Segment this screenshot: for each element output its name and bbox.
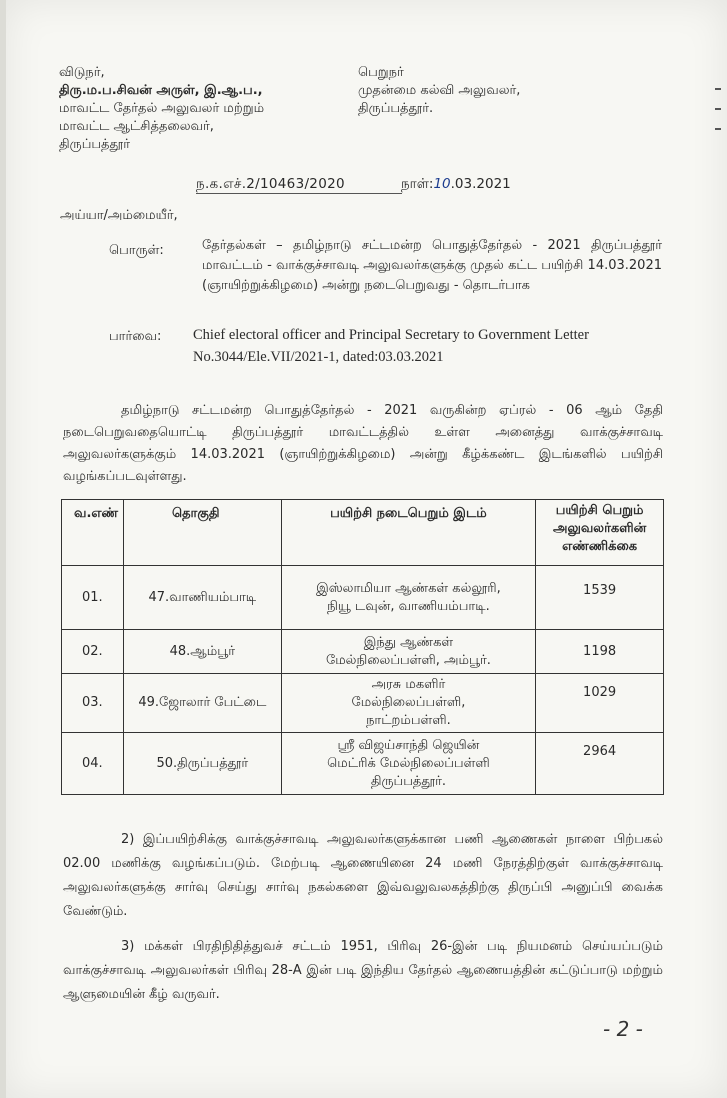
cell-count: 2964 xyxy=(536,733,664,795)
reference-underline xyxy=(196,193,402,194)
cell-count: 1198 xyxy=(536,630,664,674)
cell-venue: இந்து ஆண்கள் மேல்நிலைப்பள்ளி, அம்பூர். xyxy=(281,630,536,674)
sender-label: விடுநர், xyxy=(59,65,105,80)
cell-venue: ஸ்ரீ விஜய்சாந்தி ஜெயின் மெட்ரிக் மேல்நிலைப்பள்ளி திருப்பத்தூர். xyxy=(281,733,536,795)
sender-name: திரு.ம.ப.சிவன் அருள், இ.ஆ.ப., xyxy=(59,83,263,98)
header-venue: பயிற்சி நடைபெறும் இடம் xyxy=(281,500,536,566)
letter-page xyxy=(6,0,727,1098)
training-venue-table xyxy=(61,499,664,795)
date-handwritten-day: 10 xyxy=(433,176,451,192)
table-row xyxy=(62,733,664,795)
cell-count: 1029 xyxy=(536,674,664,733)
salutation: அய்யா/அம்மையீர், xyxy=(60,208,178,223)
paragraph-2: 2) இப்பயிற்சிக்கு வாக்குச்சாவடி அலுவலர்களுக்கான பணி ஆணைகள் நாளை பிற்பகல் 02.00 மணிக்கு வழங்கப்படும். மேற்படி ஆணையினை 24 மணி நேரத்திற்குள் வாக்குச்சாவடி அலுவலர்களுக்கு சார்வு செய்து சார்வு நகல்களை இவ்வலுவலகத்திற்கு திருப்பி அனுப்பி வைக்க வேண்டும். xyxy=(63,832,663,919)
cell-constituency: 48.ஆம்பூர் xyxy=(123,630,281,674)
paragraph-3: 3) மக்கள் பிரதிநிதித்துவச் சட்டம் 1951, பிரிவு 26-இன் படி நியமனம் செய்யப்படும் வாக்குச்சாவடி அலுவலர்கள் பிரிவு 28-A இன் படி இந்திய தேர்தல் ஆணையத்தின் கட்டுப்பாடு மற்றும் ஆளுமையின் கீழ் வருவர். xyxy=(63,939,663,1002)
cell-constituency: 50.திருப்பத்தூர் xyxy=(123,733,281,795)
header-constituency: தொகுதி xyxy=(123,500,281,566)
sender-place: திருப்பத்தூர் xyxy=(59,137,131,152)
cell-constituency: 47.வாணியம்பாடி xyxy=(123,566,281,630)
reference-number: ந.க.எச்.2/10463/2020 xyxy=(196,176,345,192)
paragraph-1: தமிழ்நாடு சட்டமன்ற பொதுத்தேர்தல் - 2021 வருகின்ற ஏப்ரல் - 06 ஆம் தேதி நடைபெறுவதையொட்டி திருப்பத்தூர் மாவட்டத்தில் உள்ள அனைத்து வாக்குச்சாவடி அலுவலர்களுக்கும் 14.03.2021 (ஞாயிற்றுக்கிழமை) அன்று கீழ்க்கண்ட இடங்களில் பயிற்சி வழங்கப்படவுள்ளது. xyxy=(63,403,663,484)
header-serial-no: வ.எண் xyxy=(62,500,124,566)
page-number: - 2 - xyxy=(603,1017,643,1041)
cell-count: 1539 xyxy=(536,566,664,630)
date-rest: .03.2021 xyxy=(450,176,511,192)
cell-venue: இஸ்லாமியா ஆண்கள் கல்லூரி, நியூ டவுன், வாணியம்பாடி. xyxy=(281,566,536,630)
cell-serial: 04. xyxy=(62,733,124,795)
table-header-row xyxy=(62,500,664,566)
subject-text: தேர்தல்கள் – தமிழ்நாடு சட்டமன்ற பொதுத்தேர்தல் - 2021 திருப்பத்தூர் மாவட்டம் - வாக்குச்சாவடி அலுவலர்களுக்கு முதல் கட்ட பயிற்சி 14.03.2021 (ஞாயிற்றுக்கிழமை) அன்று நடைபெறுவது - தொடர்பாக xyxy=(202,238,662,293)
header-officer-count: பயிற்சி பெறும் அலுவலர்களின் எண்ணிக்கை xyxy=(536,500,664,566)
table-row xyxy=(62,566,664,630)
recipient-label: பெறுநர் xyxy=(358,65,404,80)
cell-venue: அரசு மகளிர் மேல்நிலைப்பள்ளி, நாட்றம்பள்ளி. xyxy=(281,674,536,733)
sender-designation-1: மாவட்ட தேர்தல் அலுவலர் மற்றும் xyxy=(59,101,265,116)
margin-tick-mark xyxy=(715,128,721,130)
recipient-place: திருப்பத்தூர். xyxy=(358,101,434,116)
table-row xyxy=(62,630,664,674)
date-label: நாள்: xyxy=(401,176,434,192)
cell-serial: 01. xyxy=(62,566,124,630)
reference-text: Chief electoral officer and Principal Secretary to Government Letter No.3044/Ele.VII/2021-1, dated:03.03.2021 xyxy=(193,327,589,365)
cell-constituency: 49.ஜோலார் பேட்டை xyxy=(123,674,281,733)
margin-tick-mark xyxy=(715,108,721,110)
reference-label: பார்வை: xyxy=(109,329,162,344)
recipient-block xyxy=(358,64,520,118)
subject-label: பொருள்: xyxy=(109,243,164,258)
sender-designation-2: மாவட்ட ஆட்சித்தலைவர், xyxy=(59,119,214,134)
sender-block xyxy=(59,64,264,154)
cell-serial: 02. xyxy=(62,630,124,674)
recipient-designation: முதன்மை கல்வி அலுவலர், xyxy=(358,83,521,98)
margin-tick-mark xyxy=(715,88,721,90)
cell-serial: 03. xyxy=(62,674,124,733)
table-row xyxy=(62,674,664,733)
letter-date xyxy=(401,175,511,193)
